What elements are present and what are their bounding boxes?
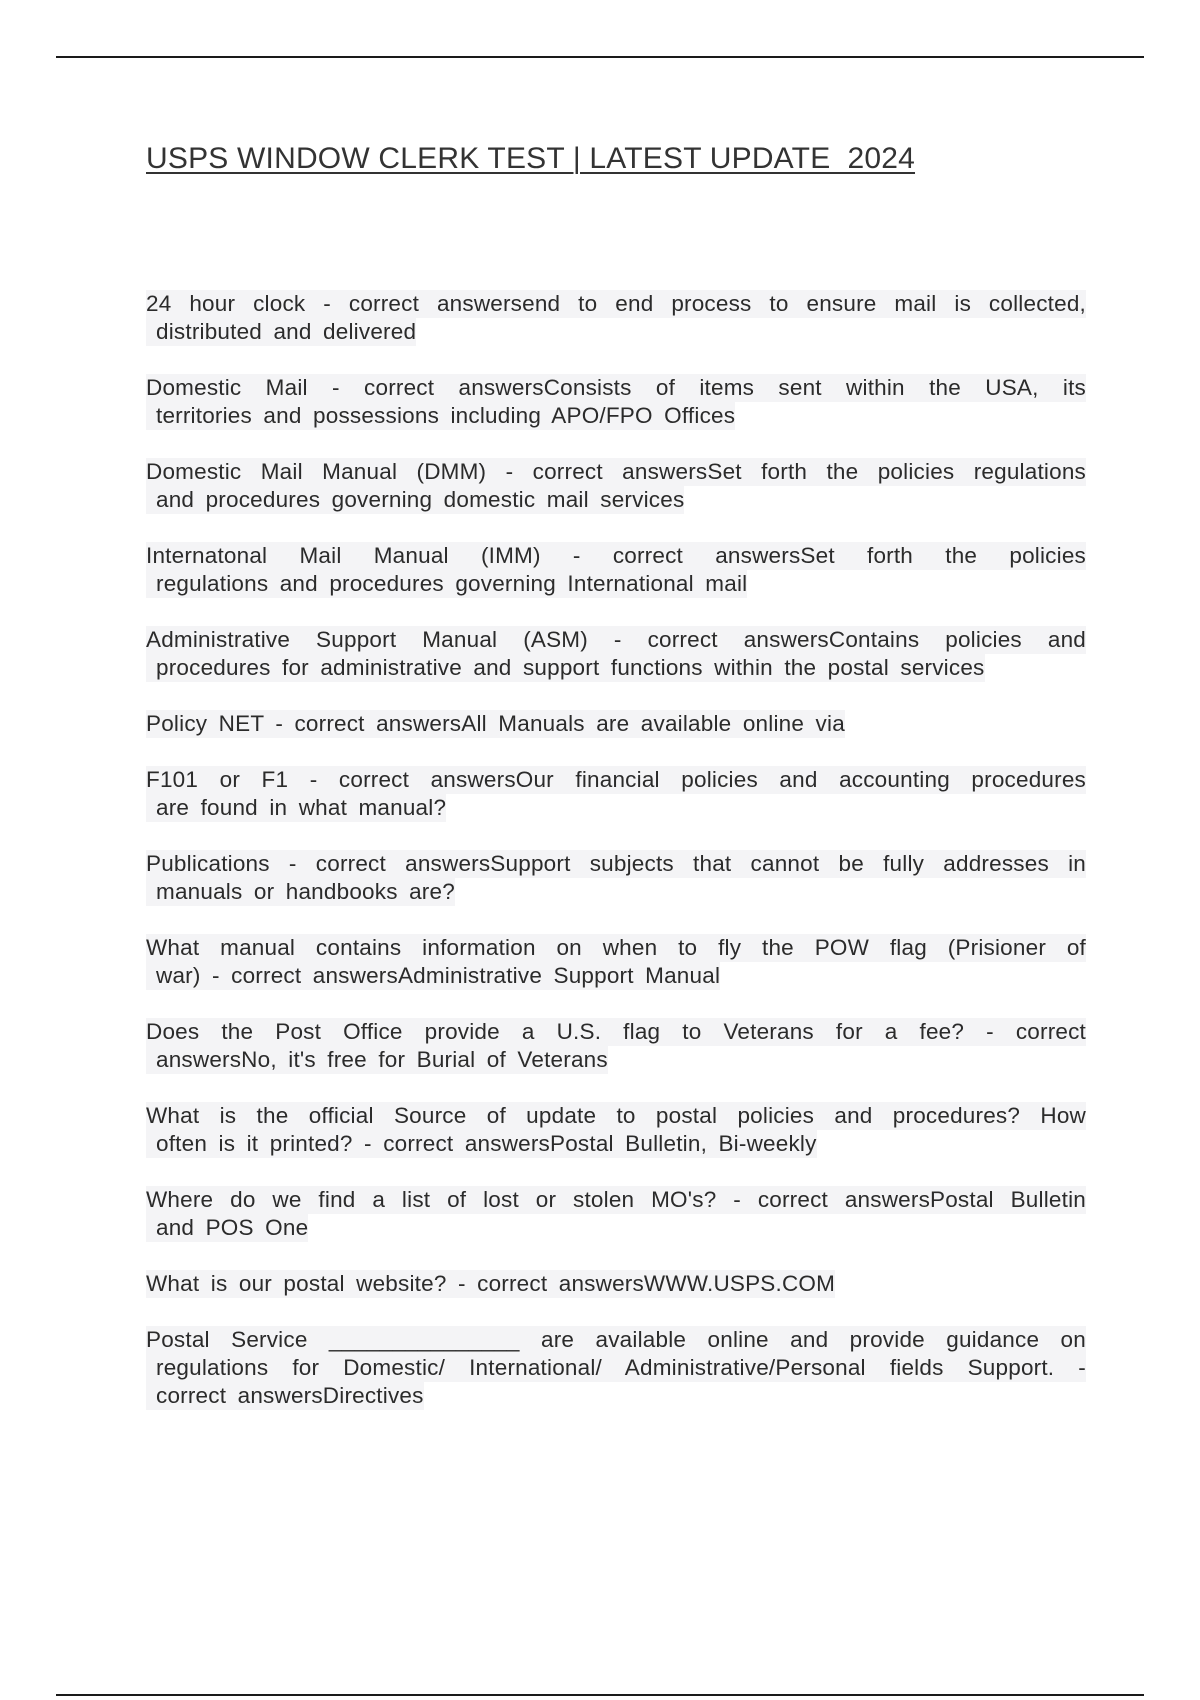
qa-entry-line-continued: and procedures governing domestic mail services xyxy=(146,486,684,514)
qa-entry-line-first: What manual contains information on when to fly the POW flag (Prisioner of xyxy=(146,935,1086,960)
bottom-rule xyxy=(56,1694,1144,1696)
document-title: USPS WINDOW CLERK TEST | LATEST UPDATE 2024 xyxy=(146,142,916,175)
qa-entry-line-continued: manuals or handbooks are? xyxy=(146,878,455,906)
qa-entry-line-first: Domestic Mail Manual (DMM) - correct answersSet forth the policies regulations xyxy=(146,459,1086,484)
qa-entry-line-first: F101 or F1 - correct answersOur financial policies and accounting procedures xyxy=(146,767,1086,792)
qa-entry-line-continued: procedures for administrative and support functions within the postal services xyxy=(146,654,985,682)
qa-entry-line-first: 24 hour clock - correct answersend to end process to ensure mail is collected, xyxy=(146,291,1086,316)
qa-entry xyxy=(146,1270,1086,1298)
qa-entry-line-continued: war) - correct answersAdministrative Support Manual xyxy=(146,962,720,990)
qa-entry-line-continued: correct answersDirectives xyxy=(146,1382,424,1410)
qa-entry-line-first: Administrative Support Manual (ASM) - correct answersContains policies and xyxy=(146,627,1086,652)
qa-entry-line-first: Policy NET - correct answersAll Manuals are available online via xyxy=(146,711,845,736)
qa-entry-line-continued: regulations for Domestic/ International/ Administrative/Personal fields Support. - xyxy=(146,1354,1086,1382)
qa-entry xyxy=(146,710,1086,738)
qa-entry-line-first: Does the Post Office provide a U.S. flag to Veterans for a fee? - correct xyxy=(146,1019,1086,1044)
qa-entry-line-continued: and POS One xyxy=(146,1214,308,1242)
qa-entry xyxy=(146,1186,1086,1242)
qa-entry-line-continued: territories and possessions including APO/FPO Offices xyxy=(146,402,735,430)
qa-entry xyxy=(146,458,1086,514)
qa-entry xyxy=(146,626,1086,682)
qa-entry-line-first: What is the official Source of update to postal policies and procedures? How xyxy=(146,1103,1086,1128)
qa-entry xyxy=(146,934,1086,990)
qa-entry xyxy=(146,290,1086,346)
qa-entry xyxy=(146,850,1086,906)
qa-entry xyxy=(146,1102,1086,1158)
qa-entry-line-first: Domestic Mail - correct answersConsists of items sent within the USA, its xyxy=(146,375,1086,400)
qa-entry xyxy=(146,542,1086,598)
qa-entry-line-continued: regulations and procedures governing International mail xyxy=(146,570,747,598)
qa-entry xyxy=(146,374,1086,430)
qa-entry-line-first: Publications - correct answersSupport subjects that cannot be fully addresses in xyxy=(146,851,1086,876)
qa-entry-line-first: Postal Service _______________ are available online and provide guidance on xyxy=(146,1327,1086,1352)
qa-entry-line-continued: answersNo, it's free for Burial of Veterans xyxy=(146,1046,608,1074)
qa-entry-line-first: Internatonal Mail Manual (IMM) - correct answersSet forth the policies xyxy=(146,543,1086,568)
qa-entry xyxy=(146,766,1086,822)
qa-entry-line-first: What is our postal website? - correct answersWWW.USPS.COM xyxy=(146,1271,836,1296)
qa-entry xyxy=(146,1018,1086,1074)
qa-entry-line-continued: are found in what manual? xyxy=(146,794,446,822)
top-rule xyxy=(56,56,1144,58)
qa-entry-line-first: Where do we find a list of lost or stolen MO's? - correct answersPostal Bulletin xyxy=(146,1187,1086,1212)
qa-entry-line-continued: distributed and delivered xyxy=(146,318,416,346)
qa-entry-line-continued: often is it printed? - correct answersPostal Bulletin, Bi-weekly xyxy=(146,1130,817,1158)
qa-entry xyxy=(146,1326,1086,1410)
qa-list xyxy=(146,290,1086,1438)
